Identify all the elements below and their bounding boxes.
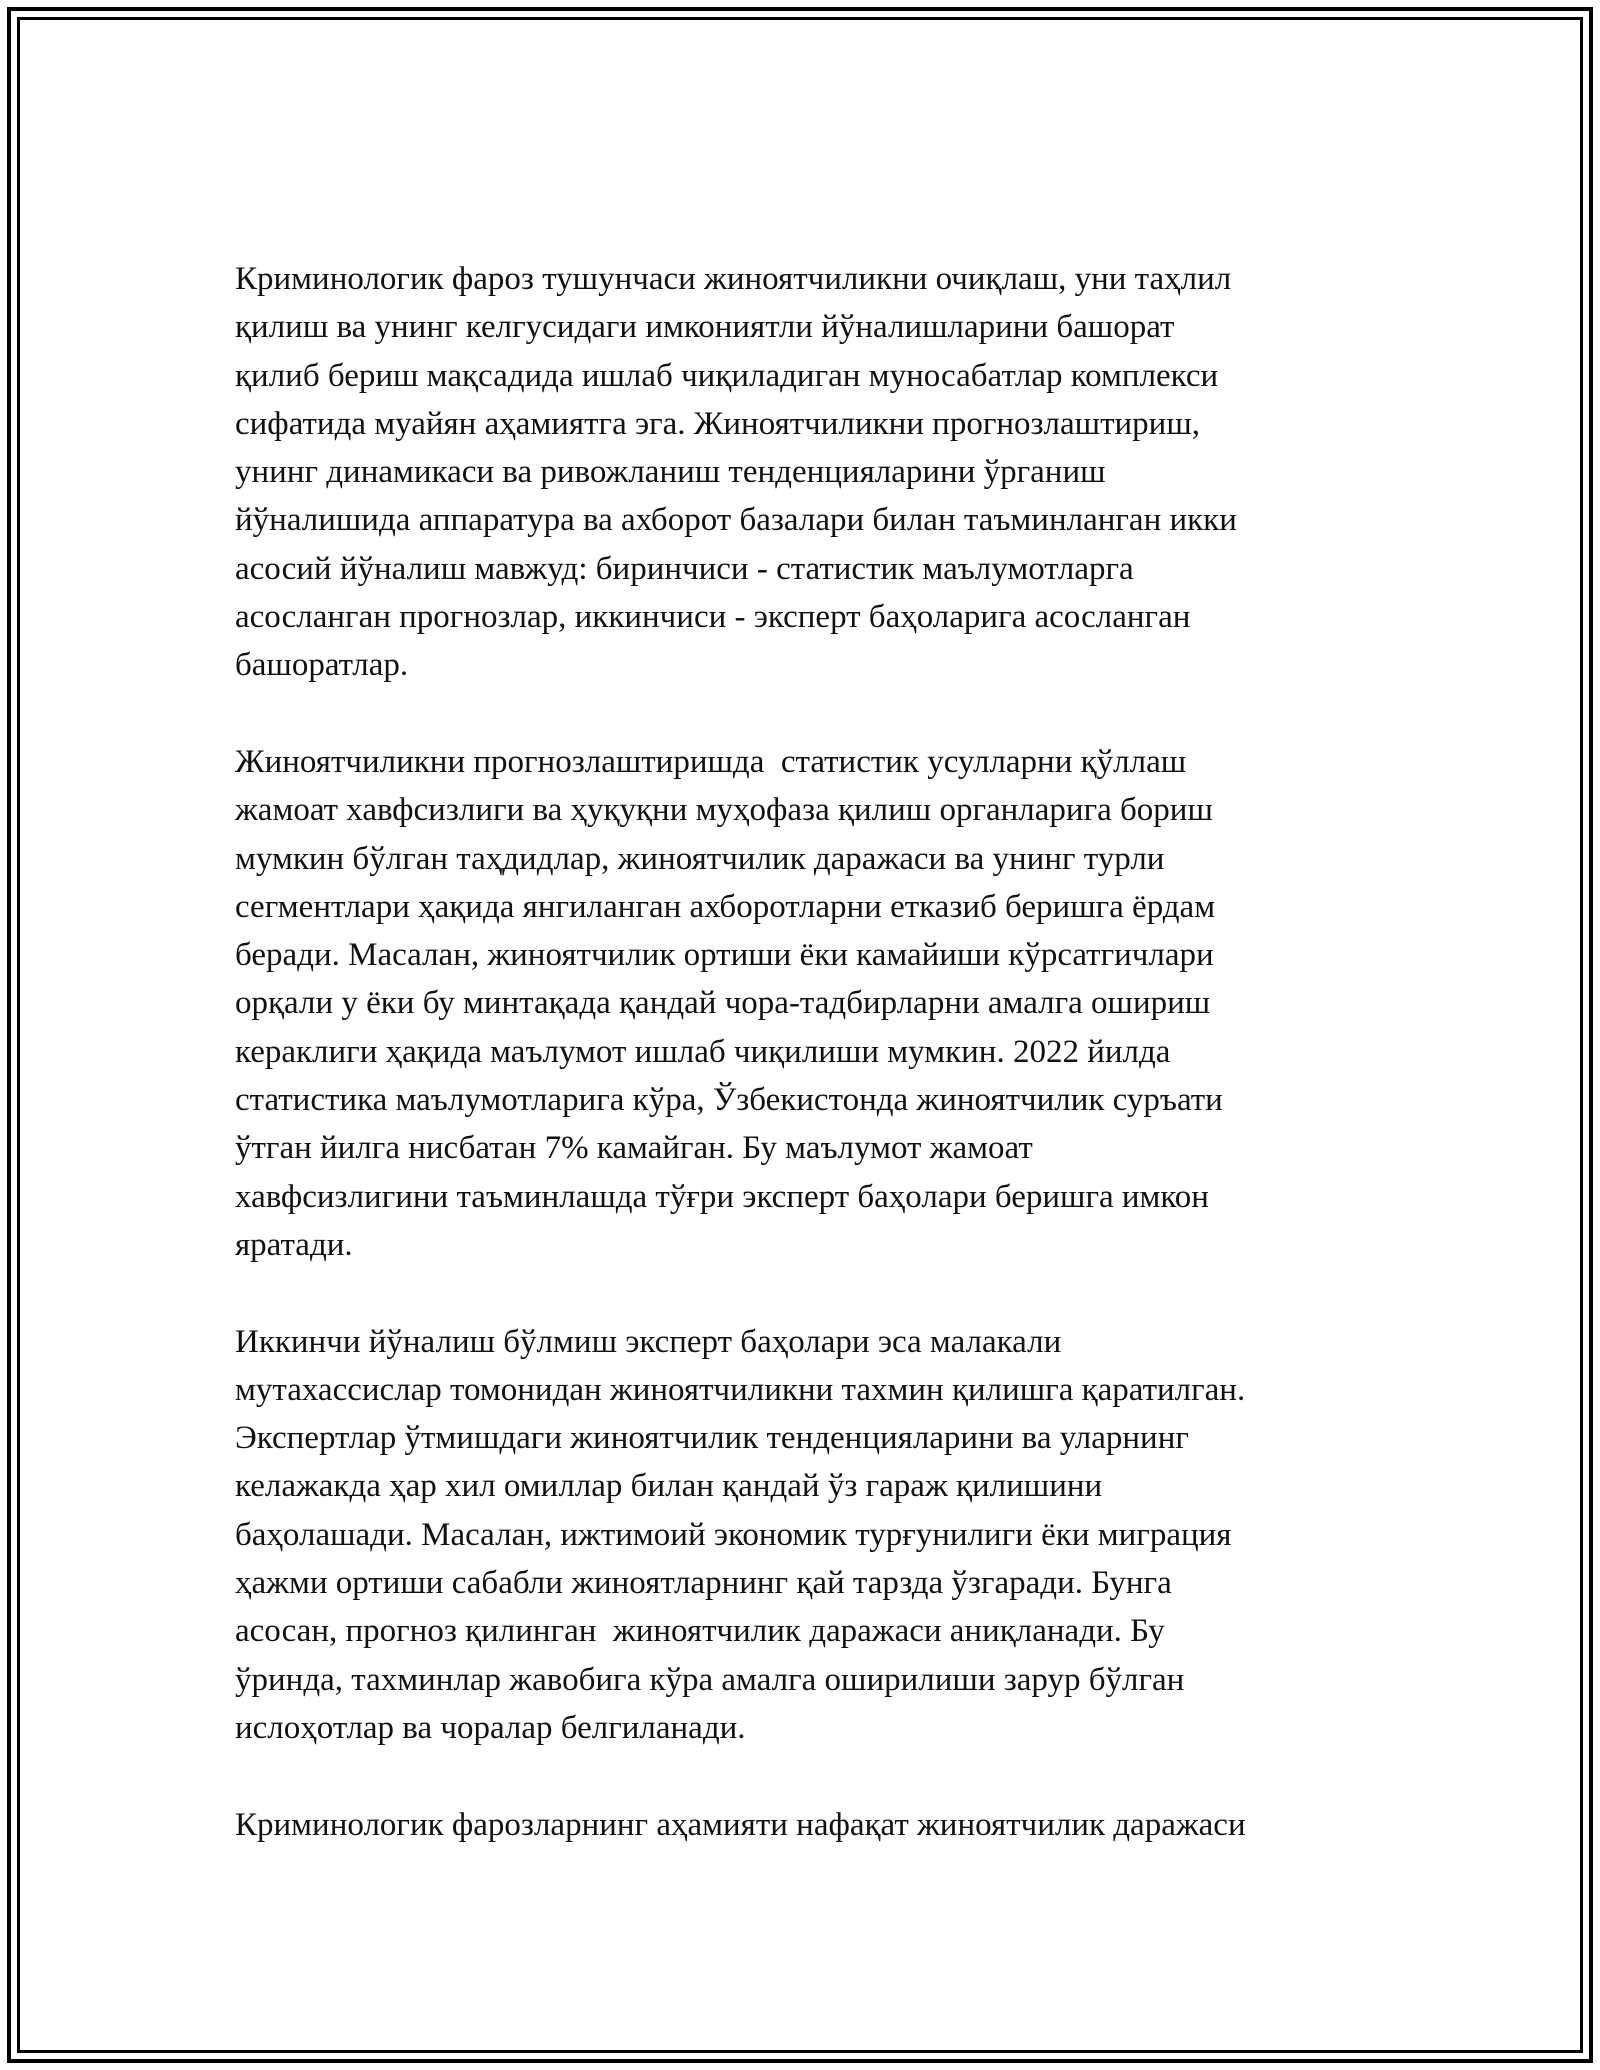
text-line: статистика маълумотларига кўра, Ўзбекистонда жиноятчилик суръати xyxy=(235,1082,1223,1119)
text-line: хавфсизлигини таъминлашда тўғри эксперт баҳолари беришга имкон xyxy=(235,1178,1209,1215)
text-line: беради. Масалан, жиноятчилик ортиши ёки камайиши кўрсатгичлари xyxy=(235,937,1214,974)
paragraph-1 xyxy=(235,255,1385,690)
paragraph-2 xyxy=(235,738,1385,1269)
text-line: мумкин бўлган таҳдидлар, жиноятчилик даражаси ва унинг турли xyxy=(235,840,1165,877)
paragraph-3 xyxy=(235,1318,1385,1753)
text-line: орқали у ёки бу минтақада қандай чора-тадбирларни амалга ошириш xyxy=(235,985,1211,1022)
text-line: асосий йўналиш мавжуд: биринчиси - статистик маълумотларга xyxy=(235,550,1134,587)
text-line: баҳолашади. Масалан, ижтимоий экономик турғунилиги ёки миграция xyxy=(235,1516,1232,1553)
text-line: сегментлари ҳақида янгиланган ахборотларни етказиб беришга ёрдам xyxy=(235,888,1216,925)
text-line: ўтган йилга нисбатан 7% камайган. Бу маълумот жамоат xyxy=(235,1130,1033,1167)
document-body xyxy=(235,255,1385,1897)
text-line: Криминологик фарозларнинг аҳамияти нафақат жиноятчилик даражаси xyxy=(235,1806,1246,1843)
text-line: қилиб бериш мақсадида ишлаб чиқиладиган муносабатлар комплекси xyxy=(235,357,1219,394)
paragraph-4 xyxy=(235,1801,1385,1849)
text-line: Жиноятчиликни прогнозлаштиришда статистик усулларни қўллаш xyxy=(235,743,1187,780)
text-line: йўналишида аппаратура ва ахборот базалари билан таъминланган икки xyxy=(235,502,1237,539)
text-line: ислоҳотлар ва чоралар белгиланади. xyxy=(235,1709,746,1746)
text-line: унинг динамикаси ва ривожланиш тенденцияларини ўрганиш xyxy=(235,454,1106,491)
text-line: ҳажми ортиши сабабли жиноятларнинг қай тарзда ўзгаради. Бунга xyxy=(235,1565,1172,1602)
text-line: кераклиги ҳақида маълумот ишлаб чиқилиши мумкин. 2022 йилда xyxy=(235,1033,1171,1070)
text-line: сифатида муайян аҳамиятга эга. Жиноятчиликни прогнозлаштириш, xyxy=(235,405,1200,442)
text-line: асосланган прогнозлар, иккинчиси - эксперт баҳоларига асосланган xyxy=(235,599,1191,636)
text-line: яратади. xyxy=(235,1226,353,1263)
text-line: башоратлар. xyxy=(235,647,409,684)
text-line: ўринда, тахминлар жавобига кўра амалга оширилиши зарур бўлган xyxy=(235,1661,1185,1698)
text-line: мутахассислар томонидан жиноятчиликни тахмин қилишга қаратилган. xyxy=(235,1371,1246,1408)
text-line: келажакда ҳар хил омиллар билан қандай ўз гараж қилишини xyxy=(235,1468,1103,1505)
text-line: Иккинчи йўналиш бўлмиш эксперт баҳолари эса малакали xyxy=(235,1323,1062,1360)
text-line: жамоат хавфсизлиги ва ҳуқуқни муҳофаза қилиш органларига бориш xyxy=(235,792,1213,829)
text-line: қилиш ва унинг келгусидаги имкониятли йўналишларини башорат xyxy=(235,309,1175,346)
text-line: Экспертлар ўтмишдаги жиноятчилик тенденцияларини ва уларнинг xyxy=(235,1420,1189,1457)
text-line: Криминологик фароз тушунчаси жиноятчиликни очиқлаш, уни таҳлил xyxy=(235,261,1232,297)
text-line: асосан, прогноз қилинган жиноятчилик даражаси аниқланади. Бу xyxy=(235,1613,1165,1650)
